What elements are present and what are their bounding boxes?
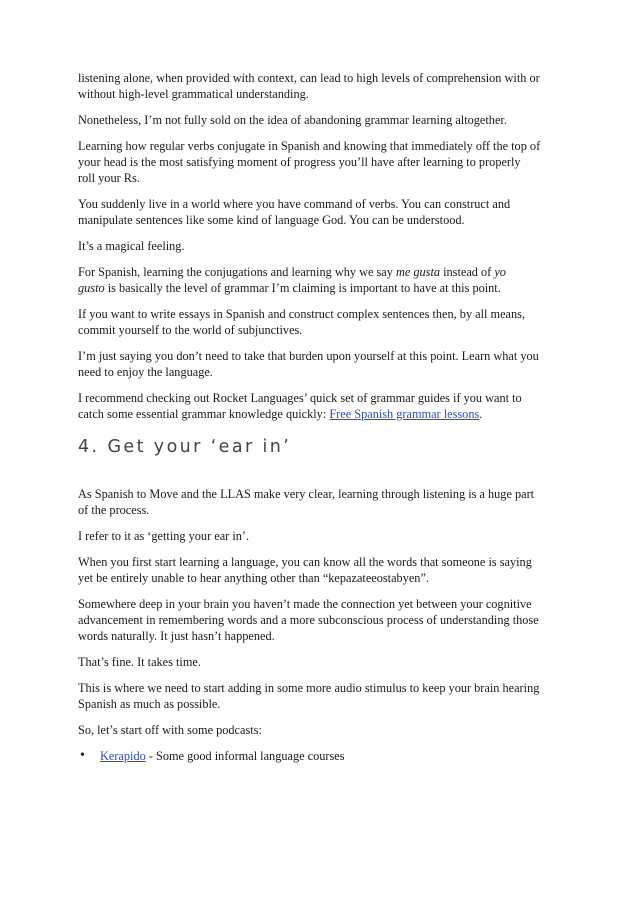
podcast-list xyxy=(78,748,568,764)
phrase-yo: yo xyxy=(494,265,506,279)
text-line: Spanish as much as possible. xyxy=(78,697,221,711)
text-line: without high-level grammatical understanding. xyxy=(78,87,309,101)
text-line: manipulate sentences like some kind of language God. You can be understood. xyxy=(78,213,465,227)
text-line: If you want to write essays in Spanish and construct complex sentences then, by all means, xyxy=(78,307,526,321)
intro-paragraph xyxy=(78,196,568,228)
podcast-description: - Some good informal language courses xyxy=(145,749,345,763)
intro-paragraph xyxy=(78,70,568,102)
text-line: So, let’s start off with some podcasts: xyxy=(78,723,262,737)
text-line: need to enjoy the language. xyxy=(78,365,213,379)
section-paragraph xyxy=(78,554,568,586)
intro-paragraph xyxy=(78,138,568,186)
free-spanish-grammar-lessons-link[interactable]: Free Spanish grammar lessons xyxy=(329,407,480,421)
middle-paragraph xyxy=(78,306,568,338)
recommend-line-1: I recommend checking out Rocket Languages’ quick set of grammar guides if you want to xyxy=(78,391,522,405)
recommend-paragraph xyxy=(78,390,568,422)
section-paragraph xyxy=(78,654,568,670)
section-paragraph xyxy=(78,722,568,738)
intro-paragraph xyxy=(78,238,568,254)
text-line: When you first start learning a language, you can know all the words that someone is saying xyxy=(78,555,532,569)
text-line: Somewhere deep in your brain you haven’t made the connection yet between your cognitive xyxy=(78,597,532,611)
text-line: words naturally. It just hasn’t happened. xyxy=(78,629,275,643)
section-paragraph xyxy=(78,596,568,644)
ear-in-section xyxy=(78,486,568,738)
text-line: It’s a magical feeling. xyxy=(78,239,185,253)
section-paragraph xyxy=(78,528,568,544)
conjugation-line-2: gusto is basically the level of grammar I’m claiming is important to have at this point. xyxy=(78,281,501,295)
intro-section xyxy=(78,70,568,254)
section-paragraph xyxy=(78,486,568,518)
text-line: That’s fine. It takes time. xyxy=(78,655,201,669)
phrase-gusto: gusto xyxy=(78,281,105,295)
text-line: commit yourself to the world of subjunctives. xyxy=(78,323,303,337)
text-line: advancement in remembering words and a more subconscious process of understanding those xyxy=(78,613,539,627)
middle-section xyxy=(78,306,568,380)
phrase-me-gusta: me gusta xyxy=(395,265,441,279)
section-heading-ear-in: 4. Get your ‘ear in’ xyxy=(78,437,292,457)
text-line: roll your Rs. xyxy=(78,171,140,185)
text-line: Learning how regular verbs conjugate in Spanish and knowing that immediately off the top of xyxy=(78,139,541,153)
text-line: of the process. xyxy=(78,503,150,517)
middle-paragraph xyxy=(78,348,568,380)
text-line: I’m just saying you don’t need to take that burden upon yourself at this point. Learn what you xyxy=(78,349,539,363)
text-line: You suddenly live in a world where you have command of verbs. You can construct and xyxy=(78,197,511,211)
text-line: listening alone, when provided with context, can lead to high levels of comprehension with or xyxy=(78,71,540,85)
podcast-link[interactable]: Kerapido xyxy=(100,749,146,763)
conjugation-paragraph xyxy=(78,264,568,296)
text-line: This is where we need to start adding in some more audio stimulus to keep your brain hearing xyxy=(78,681,540,695)
podcast-list-item xyxy=(78,748,568,764)
conjugation-line-1: For Spanish, learning the conjugations and learning why we say me gusta instead of yo xyxy=(78,265,506,279)
recommend-line-2: catch some essential grammar knowledge quickly: Free Spanish grammar lessons. xyxy=(78,407,483,421)
text-line: I refer to it as ‘getting your ear in’. xyxy=(78,529,250,543)
text-line: your head is the most satisfying moment of progress you’ll have after learning to properly xyxy=(78,155,521,169)
section-paragraph xyxy=(78,680,568,712)
intro-paragraph xyxy=(78,112,568,128)
text-line: Nonetheless, I’m not fully sold on the idea of abandoning grammar learning altogether. xyxy=(78,113,507,127)
text-line: As Spanish to Move and the LLAS make very clear, learning through listening is a huge part xyxy=(78,487,535,501)
text-line: yet be entirely unable to hear anything other than “kepazateeostabyen”. xyxy=(78,571,429,585)
